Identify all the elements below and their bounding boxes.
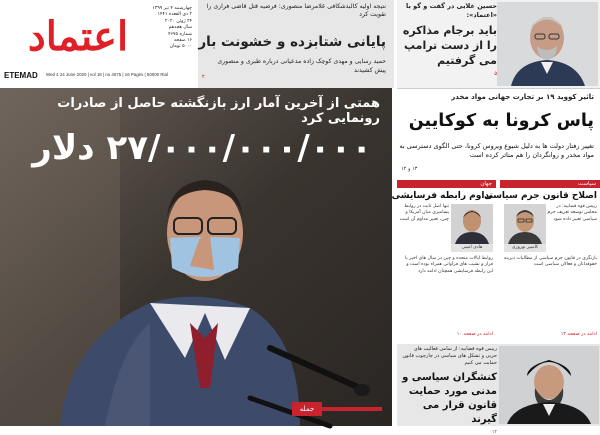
corona-story[interactable] <box>397 90 600 178</box>
corona-page: ۱۳ و ۱۲ <box>401 166 418 172</box>
section-label-siasat: سیاست <box>500 180 600 188</box>
top-news-page: ۲ <box>202 74 205 80</box>
issue-info-line: ۵۰۰۰ تومان <box>169 44 192 50</box>
date-line: Wed 4 24 June 2020 | vol 18 | no 4675 | 16 Pages | 50000 Rial <box>46 72 168 77</box>
section-label-jahan: جهان <box>397 180 496 188</box>
corona-headline: پاس کرونا به کوکایین <box>408 111 594 131</box>
hero-stamp-bar <box>322 407 382 411</box>
brand-row <box>0 71 196 83</box>
raisi-kicker: رییس قوه قضاییه: از تمامی فعالیت های حزبی و تشکل های سیاسی در چارچوب قانون حمایت می کنیم <box>402 346 497 366</box>
jahan-continued-link[interactable]: ادامه در صفحه ۱۰ <box>456 332 493 337</box>
raisi-headline: کنشگران سیاسی و مدنی مورد حمایت قانون قرار می گیرند <box>402 372 497 425</box>
raisi-photo <box>499 346 599 424</box>
jahan-body: تنها اصل ثابت در روابط پسامیزی میان آمریکا و چین، تغییر مداوم آن است <box>399 204 449 222</box>
top-news-kicker: نتیجه اولیه کالبدشکافی غلامرضا منصوری: فرضیه قتل قاضی فراری را تقویت کرد <box>206 3 386 18</box>
top-news-headline: پایانی شتابزده و خشونت بار <box>198 34 386 50</box>
siasat-author-caption: کامبیز نوروزی <box>504 244 546 252</box>
masthead <box>0 0 196 88</box>
top-news-box[interactable] <box>198 0 394 88</box>
interview-headline: باید برجام مذاکره را از دست ترامپ می گرفتیم <box>402 24 497 67</box>
issue-info-line: چهارشنبه ۴ تیر ۱۳۹۹ <box>152 6 192 11</box>
issue-info <box>132 6 192 64</box>
jahan-author-caption: هادی امینی <box>451 244 493 252</box>
hero-figure: ۲۷/۰۰۰/۰۰۰/۰۰۰ دلار <box>32 128 372 168</box>
logo-text: اعتماد <box>27 13 129 60</box>
jahan-headline: تداوم رابطه فرسایشی <box>391 191 493 201</box>
raisi-story[interactable] <box>397 344 600 435</box>
interview-page: ۵ <box>494 71 497 77</box>
hero-stamp: جمله <box>292 402 322 416</box>
issue-info-line: ۲ ذی القعده ۱۴۴۱ <box>157 12 192 18</box>
siasat-body: رییس قوه قضاییه: در مجلس توسعه تعریف جرم سیاسی تغییر داده شود <box>547 204 597 222</box>
hero-story[interactable] <box>0 88 392 426</box>
siasat-author-photo <box>504 204 546 244</box>
portrait-image <box>499 346 599 424</box>
interview-kicker: حسین علایی در گفت و گو با «اعتماد»: <box>406 2 497 19</box>
siasat-column[interactable] <box>483 190 600 342</box>
jahan-body-cont: روابط ایالات متحده و چین در سال های اخیر با فراز و نشیب های فراوانی همراه بوده است و این رابطه فرسایشی همچنان ادامه دارد <box>405 256 493 274</box>
corona-sub: تغییر رفتار دولت ها به دلیل شیوع ویروس کرونا، حتی الگوی دسترسی به مواد مخدر و روانگردان را هم متاثر کرده است <box>399 142 594 160</box>
raisi-page: ۱۴ <box>491 430 497 435</box>
raisi-text <box>401 346 497 435</box>
top-news-sub: حمید رسایی و مهدی کوچک زاده مدعیانی درباره طبری و منصوری پیش کشیدند <box>217 58 386 74</box>
hero-kicker: همتی از آخرین آمار ارز بازنگشته حاصل از صادرات رونمایی کرد <box>57 96 380 126</box>
author-image <box>451 204 493 244</box>
issue-info-line: شماره ۴۶۷۵ <box>168 31 192 37</box>
issue-info-line: ۱۶ صفحه <box>173 38 192 44</box>
interview-photo <box>497 2 598 86</box>
issue-info-line: ۲۴ ژوئن ۲۰۲۰ <box>165 18 192 24</box>
siasat-headline: اصلاح قانون جرم سیاسی <box>483 191 597 201</box>
jahan-author-photo <box>451 204 493 244</box>
siasat-body-cont: بازنگری در قانون جرم سیاسی از مطالبات دیرینه حقوقدانان و فعالان سیاسی است <box>503 256 597 268</box>
jahan-column[interactable] <box>391 190 496 342</box>
issue-info-line: سال هجدهم <box>168 25 192 31</box>
portrait-image <box>497 2 598 86</box>
interview-box[interactable] <box>397 0 600 88</box>
interview-text <box>401 2 497 86</box>
author-image <box>504 204 546 244</box>
siasat-continued-link[interactable]: ادامه در صفحه ۱۴ <box>560 332 597 337</box>
corona-kicker: تاثیر کووید ۱۹ بر تجارت جهانی مواد مخدر <box>451 93 594 101</box>
brand-latin: ETEMAD <box>4 71 38 80</box>
